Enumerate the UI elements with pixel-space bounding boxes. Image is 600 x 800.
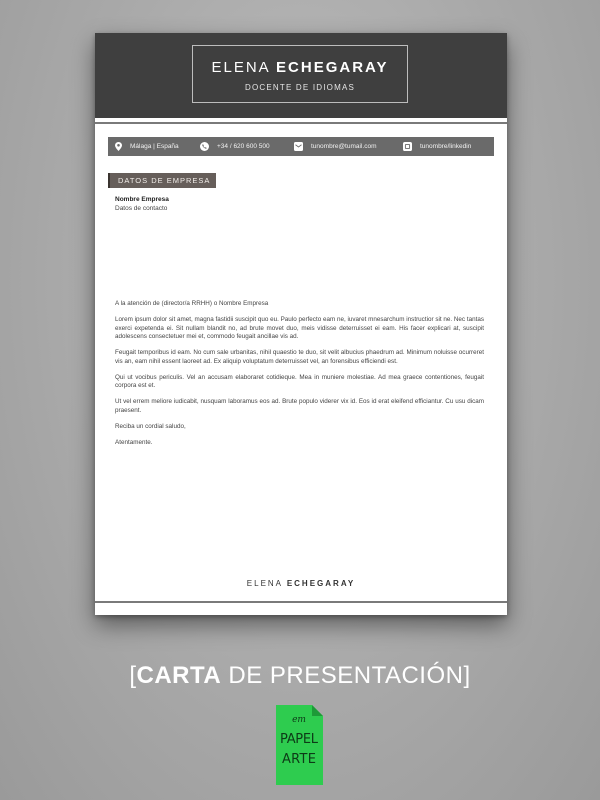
section-heading-label: DATOS DE EMPRESA	[118, 176, 211, 185]
header-band	[95, 33, 507, 118]
name-frame	[192, 45, 408, 103]
letter-paragraph: Feugait temporibus id eam. No cum sale urbanitas, nihil quaestio te duo, sit velit albucius phaedrum ad. Minimum noluisse ocurreret vis an, eam nihil essent laoreet ad. Ex aliquip voluptatum deterruisset vel, an forensibus efficiendi est.	[115, 349, 484, 365]
product-caption	[0, 662, 600, 690]
signature	[95, 579, 507, 588]
letter-paragraph: Lorem ipsum dolor sit amet, magna fastidii suscipit quo eu. Paulo perfecto eam ne, iuvaret mnesarchum instructior sit ne. Nec tantas exerci expetenda ei. Sit nullam blandit no, ad brute movet duo, meis vidisse deterruisset ei eam. His facer explicari at, suscipit adolescens consectetuer mei et, commodo feugait ancillae vis ad.	[115, 316, 484, 340]
applicant-name	[193, 59, 407, 76]
letter-closing: Reciba un cordial saludo,	[115, 422, 186, 430]
letter-signoff: Atentamente.	[115, 438, 153, 446]
logo-line1: PAPEL	[280, 732, 318, 747]
logo-line2: ARTE	[282, 752, 316, 767]
footer-divider	[95, 601, 507, 603]
contact-phone	[200, 137, 270, 156]
location-pin-icon	[115, 142, 122, 151]
phone-text: +34 / 620 600 500	[217, 143, 270, 150]
letter-paragraph: Ut vel errem meliore iudicabit, nusquam laboramus eos ad. Brute populo viderer vix id. Eos id erat eleifend efficiantur. Cu usu dicam praesent.	[115, 398, 484, 414]
email-icon	[294, 142, 303, 151]
company-block	[115, 196, 169, 212]
phone-icon	[200, 142, 209, 151]
section-accent-bar	[108, 173, 110, 188]
location-text: Málaga | España	[130, 143, 179, 150]
letter-paragraph: Qui ut vocibus periculis. Vel an accusam elaboraret cotidieque. Mea in muniere molestiae. Ad mea graece contentiones, feugait corpora est et.	[115, 373, 484, 389]
logo-small-text: em	[292, 715, 306, 725]
header-divider	[95, 122, 507, 124]
signature-first-name: ELENA	[246, 579, 283, 588]
linkedin-icon	[403, 142, 412, 151]
letter-greeting: A la atención de (director/a RRHH) o Nombre Empresa	[115, 300, 269, 307]
contact-linkedin	[403, 137, 471, 156]
email-text[interactable]: tunombre@tumail.com	[311, 143, 377, 150]
caption-open-bracket: [	[129, 662, 137, 689]
first-name: ELENA	[211, 59, 270, 76]
letter-body	[115, 300, 484, 455]
contact-bar	[108, 137, 494, 156]
linkedin-text[interactable]: tunombre/linkedin	[420, 143, 472, 150]
section-heading-company	[108, 173, 216, 188]
contact-email	[294, 137, 376, 156]
company-contact: Datos de contacto	[115, 205, 168, 212]
job-title: DOCENTE DE IDIOMAS	[244, 83, 356, 92]
brand-logo	[276, 705, 323, 785]
last-name: ECHEGARAY	[276, 59, 389, 76]
company-name: Nombre Empresa	[115, 196, 169, 203]
caption-bold-word: CARTA	[136, 662, 222, 689]
signature-last-name: ECHEGARAY	[286, 579, 356, 588]
cover-letter-page	[95, 33, 507, 615]
caption-rest: DE PRESENTACIÓN]	[221, 662, 471, 689]
contact-location	[115, 137, 179, 156]
